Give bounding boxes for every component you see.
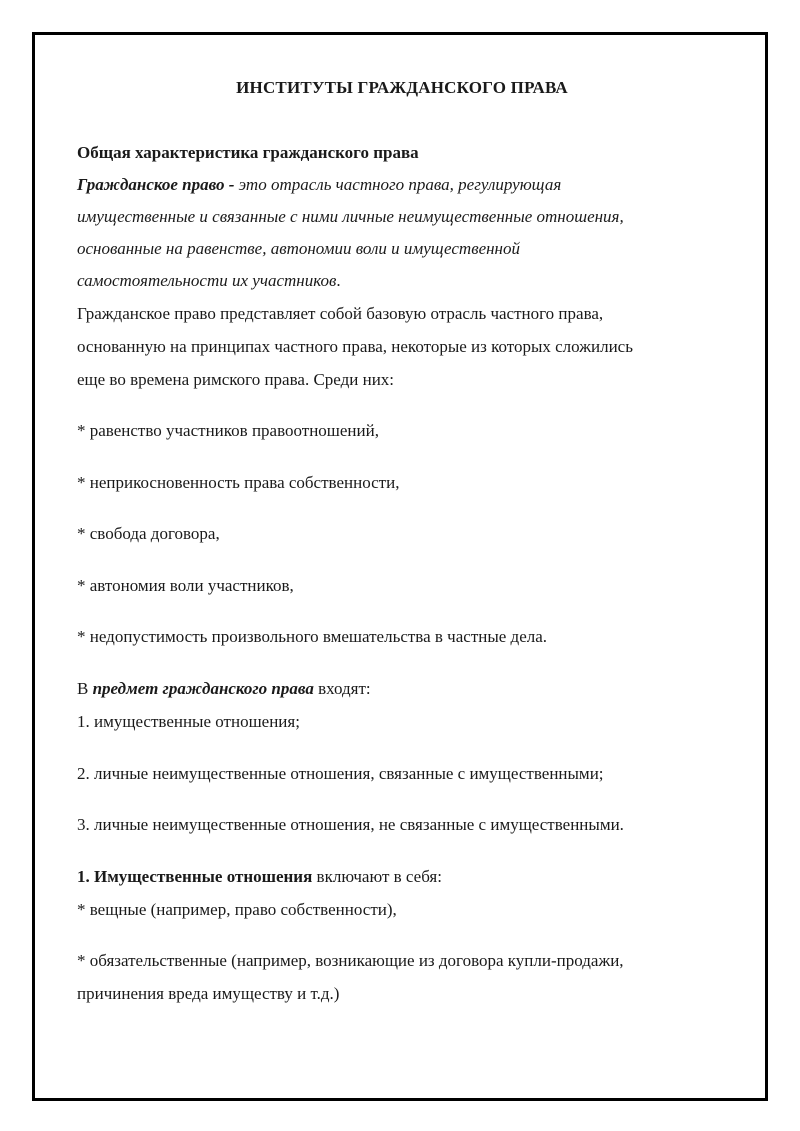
definition-line-2: имущественные и связанные с ними личные неимущественные отношения, (77, 207, 624, 226)
intro-line-1: Гражданское право представляет собой базовую отрасль частного права, (77, 304, 604, 323)
definition-line-4 (77, 271, 341, 291)
subject-term: предмет гражданского права (92, 679, 314, 698)
definition-text-end: самостоятельности их участников (77, 271, 337, 290)
subject-intro (77, 679, 371, 699)
property-suffix: включают в себя: (312, 867, 442, 886)
property-heading (77, 867, 442, 887)
document-body (77, 70, 727, 1003)
property-item: * обязательственные (например, возникающие из договора купли-продажи, (77, 951, 624, 970)
definition-text: это отрасль частного права, регулирующая (234, 175, 562, 194)
principle-item: * недопустимость произвольного вмешательства в частные дела. (77, 627, 548, 646)
definition-line-3: основанные на равенстве, автономии воли и имущественной (77, 239, 520, 258)
principle-item: * автономия воли участников, (77, 576, 294, 595)
subject-suffix: входят: (313, 679, 371, 698)
document-title: ИНСТИТУТЫ ГРАЖДАНСКОГО ПРАВА (236, 78, 568, 97)
definition-line-1 (77, 175, 561, 195)
principle-item: * равенство участников правоотношений, (77, 421, 379, 440)
subject-item: 1. имущественные отношения; (77, 712, 300, 731)
principle-item: * свобода договора, (77, 524, 220, 543)
subject-item: 2. личные неимущественные отношения, связанные с имущественными; (77, 764, 604, 783)
property-item-continuation: причинения вреда имуществу и т.д.) (77, 984, 340, 1003)
property-item: * вещные (например, право собственности), (77, 900, 397, 919)
intro-line-2: основанную на принципах частного права, некоторые из которых сложились (77, 337, 633, 356)
definition-period: . (336, 271, 341, 290)
section-heading: Общая характеристика гражданского права (77, 143, 419, 162)
subject-prefix: В (77, 679, 93, 698)
intro-line-3: еще во времена римского права. Среди них: (77, 370, 395, 389)
property-term: 1. Имущественные отношения (77, 867, 313, 886)
definition-term: Гражданское право - (77, 175, 235, 194)
subject-item: 3. личные неимущественные отношения, не связанные с имущественными. (77, 815, 624, 834)
principle-item: * неприкосновенность права собственности, (77, 473, 400, 492)
